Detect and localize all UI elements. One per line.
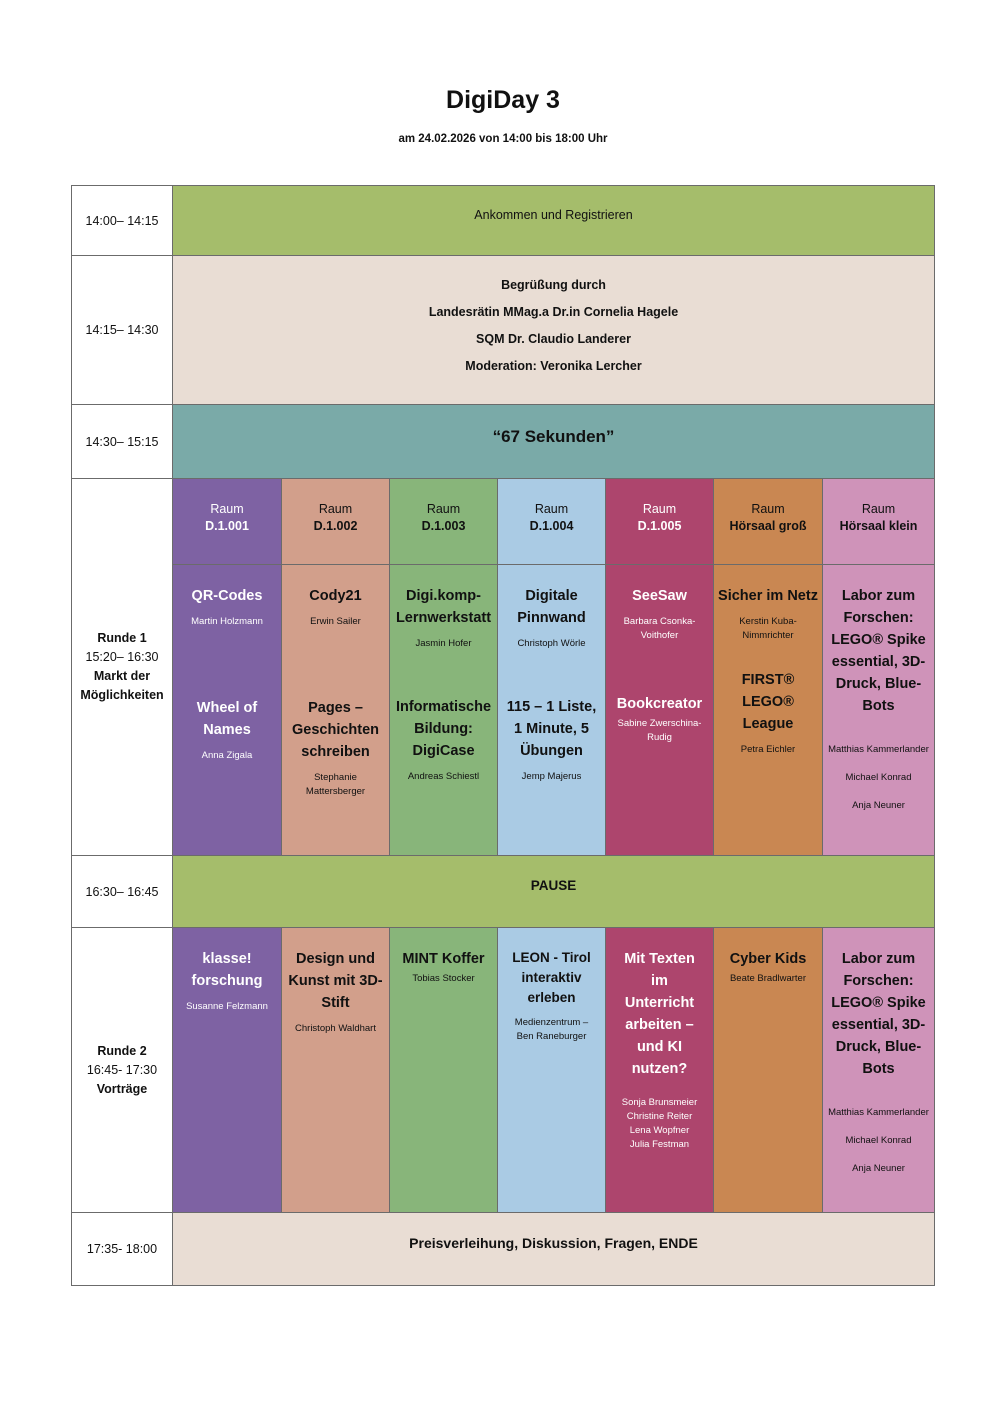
round1-session bbox=[389, 564, 498, 856]
time-arrival: 14:00– 14:15 bbox=[71, 185, 173, 256]
round2-session bbox=[605, 927, 714, 1213]
round1-session bbox=[713, 564, 823, 856]
room-label: Raum bbox=[318, 502, 353, 516]
round2-session bbox=[497, 927, 606, 1213]
session-presenter: Julia Festman bbox=[629, 1139, 690, 1150]
session-presenter: Jasmin Hofer bbox=[415, 638, 472, 649]
room-name: D.1.005 bbox=[637, 519, 682, 533]
schedule-table bbox=[71, 185, 935, 1286]
round1-label bbox=[71, 478, 173, 856]
session-presenter: Martin Holzmann bbox=[191, 616, 263, 627]
session-title: Pages – Geschichten schreiben bbox=[291, 700, 380, 760]
session-title: Cody21 bbox=[309, 588, 362, 604]
session-title: Digitale Pinnwand bbox=[517, 588, 586, 626]
session-title: 115 – 1 Liste, 1 Minute, 5 Übungen bbox=[506, 699, 597, 759]
room-name: D.1.002 bbox=[313, 519, 358, 533]
session-title: MINT Koffer bbox=[402, 951, 485, 967]
room-header bbox=[389, 478, 498, 565]
session-title: Labor zum Forschen: LEGO® Spike essential, 3D-Druck, Blue-Bots bbox=[831, 951, 926, 1077]
room-name: D.1.003 bbox=[421, 519, 466, 533]
round2-subtitle: Vorträge bbox=[96, 1081, 148, 1096]
arrival-cell bbox=[172, 185, 935, 256]
round1-session bbox=[497, 564, 606, 856]
room-label: Raum bbox=[861, 502, 896, 516]
welcome-line: Begrüßung durch bbox=[501, 278, 606, 292]
session-presenter: Susanne Felzmann bbox=[186, 1001, 268, 1012]
room-label: Raum bbox=[426, 502, 461, 516]
round2-session bbox=[389, 927, 498, 1213]
end-cell bbox=[172, 1212, 935, 1286]
session-title: Cyber Kids bbox=[729, 951, 807, 967]
session-title: Wheel of Names bbox=[196, 700, 258, 738]
room-header bbox=[172, 478, 282, 565]
time-pause: 16:30– 16:45 bbox=[71, 855, 173, 928]
session-presenter: Petra Eichler bbox=[740, 744, 796, 755]
page-title: DigiDay 3 bbox=[446, 86, 560, 114]
welcome-line: SQM Dr. Claudio Landerer bbox=[476, 332, 631, 346]
session-presenter: Barbara Csonka-Voithofer bbox=[623, 616, 696, 641]
session-presenter: Matthias Kammerlander bbox=[828, 744, 929, 755]
room-label: Raum bbox=[210, 502, 244, 516]
round2-session bbox=[281, 927, 390, 1213]
round1-session bbox=[281, 564, 390, 856]
session-presenter: Michael Konrad bbox=[845, 772, 912, 783]
session-presenter: Christoph Wörle bbox=[517, 638, 586, 649]
session-presenter: Beate Bradlwarter bbox=[729, 973, 807, 984]
session-title: QR-Codes bbox=[191, 588, 263, 604]
session-title: SeeSaw bbox=[632, 588, 687, 604]
event-date: am 24.02.2026 von 14:00 bis 18:00 Uhr bbox=[398, 133, 608, 145]
round2-session bbox=[713, 927, 823, 1213]
round1-session bbox=[172, 564, 282, 856]
welcome-line: Landesrätin MMag.a Dr.in Cornelia Hagele bbox=[428, 305, 679, 319]
session-presenter: Matthias Kammerlander bbox=[828, 1107, 929, 1118]
session-title: LEON - Tirol interaktiv erleben bbox=[512, 950, 591, 1005]
round1-session bbox=[605, 564, 714, 856]
session-title: klasse! forschung bbox=[191, 951, 263, 989]
session-presenter: Michael Konrad bbox=[845, 1135, 912, 1146]
room-header bbox=[713, 478, 823, 565]
session-presenter: Anja Neuner bbox=[852, 1163, 905, 1174]
welcome-line: Moderation: Veronika Lercher bbox=[465, 359, 642, 373]
round2-label bbox=[71, 927, 173, 1213]
session-title: Design und Kunst mit 3D-Stift bbox=[288, 951, 383, 1011]
pause-text: PAUSE bbox=[530, 878, 577, 893]
time-keynote: 14:30– 15:15 bbox=[71, 404, 173, 479]
session-presenter: Tobias Stocker bbox=[412, 973, 475, 984]
room-name: D.1.001 bbox=[205, 519, 249, 533]
room-header bbox=[497, 478, 606, 565]
session-presenter: Stephanie Mattersberger bbox=[305, 772, 366, 797]
session-presenter: Christine Reiter bbox=[626, 1111, 693, 1122]
round1-title: Runde 1 bbox=[97, 631, 147, 645]
room-header bbox=[822, 478, 935, 565]
room-header bbox=[281, 478, 390, 565]
session-title: Labor zum Forschen: LEGO® Spike essential, 3D-Druck, Blue-Bots bbox=[831, 588, 926, 714]
keynote-title: “67 Sekunden” bbox=[492, 427, 615, 446]
session-title: FIRST® LEGO® League bbox=[741, 672, 795, 732]
round1-session bbox=[822, 564, 935, 856]
session-presenter: Erwin Sailer bbox=[310, 616, 361, 627]
time-welcome: 14:15– 14:30 bbox=[71, 255, 173, 405]
welcome-cell bbox=[172, 255, 935, 405]
arrival-text: Ankommen und Registrieren bbox=[474, 208, 633, 222]
pause-cell bbox=[172, 855, 935, 928]
session-title: Digi.komp-Lernwerkstatt bbox=[395, 588, 492, 626]
session-presenter: Sabine Zwerschina-Rudig bbox=[617, 718, 702, 743]
session-presenter: Christoph Waldhart bbox=[295, 1023, 376, 1034]
room-name: Hörsaal groß bbox=[729, 519, 807, 533]
room-label: Raum bbox=[751, 502, 785, 516]
round2-title: Runde 2 bbox=[97, 1043, 147, 1058]
session-presenter: Anja Neuner bbox=[852, 800, 905, 811]
session-presenter: Anna Zigala bbox=[201, 750, 253, 761]
session-presenter: Andreas Schiestl bbox=[407, 771, 480, 782]
room-name: D.1.004 bbox=[529, 519, 574, 533]
round1-subtitle: Markt der Möglichkeiten bbox=[80, 669, 164, 702]
session-presenter: Lena Wopfner bbox=[629, 1125, 690, 1136]
session-presenter: Jemp Majerus bbox=[521, 771, 582, 782]
round1-time: 15:20– 16:30 bbox=[85, 650, 159, 664]
room-name: Hörsaal klein bbox=[839, 519, 918, 533]
round2-time: 16:45- 17:30 bbox=[86, 1062, 158, 1077]
time-end: 17:35- 18:00 bbox=[71, 1212, 173, 1286]
session-presenter: Medienzentrum – Ben Raneburger bbox=[514, 1017, 589, 1042]
keynote-cell bbox=[172, 404, 935, 479]
room-label: Raum bbox=[534, 502, 569, 516]
round2-session bbox=[822, 927, 935, 1213]
session-title: Sicher im Netz bbox=[718, 588, 818, 604]
session-title: Informatische Bildung: DigiCase bbox=[395, 699, 492, 759]
round2-session bbox=[172, 927, 282, 1213]
session-title: Mit Texten im Unterricht arbeiten – und KI nutzen? bbox=[624, 951, 695, 1077]
room-label: Raum bbox=[642, 502, 677, 516]
end-text: Preisverleihung, Diskussion, Fragen, ENDE bbox=[409, 1235, 698, 1251]
session-presenter: Kerstin Kuba-Nimmrichter bbox=[739, 616, 797, 641]
room-header bbox=[605, 478, 714, 565]
session-title: Bookcreator bbox=[616, 696, 703, 712]
session-presenter: Sonja Brunsmeier bbox=[621, 1097, 698, 1108]
